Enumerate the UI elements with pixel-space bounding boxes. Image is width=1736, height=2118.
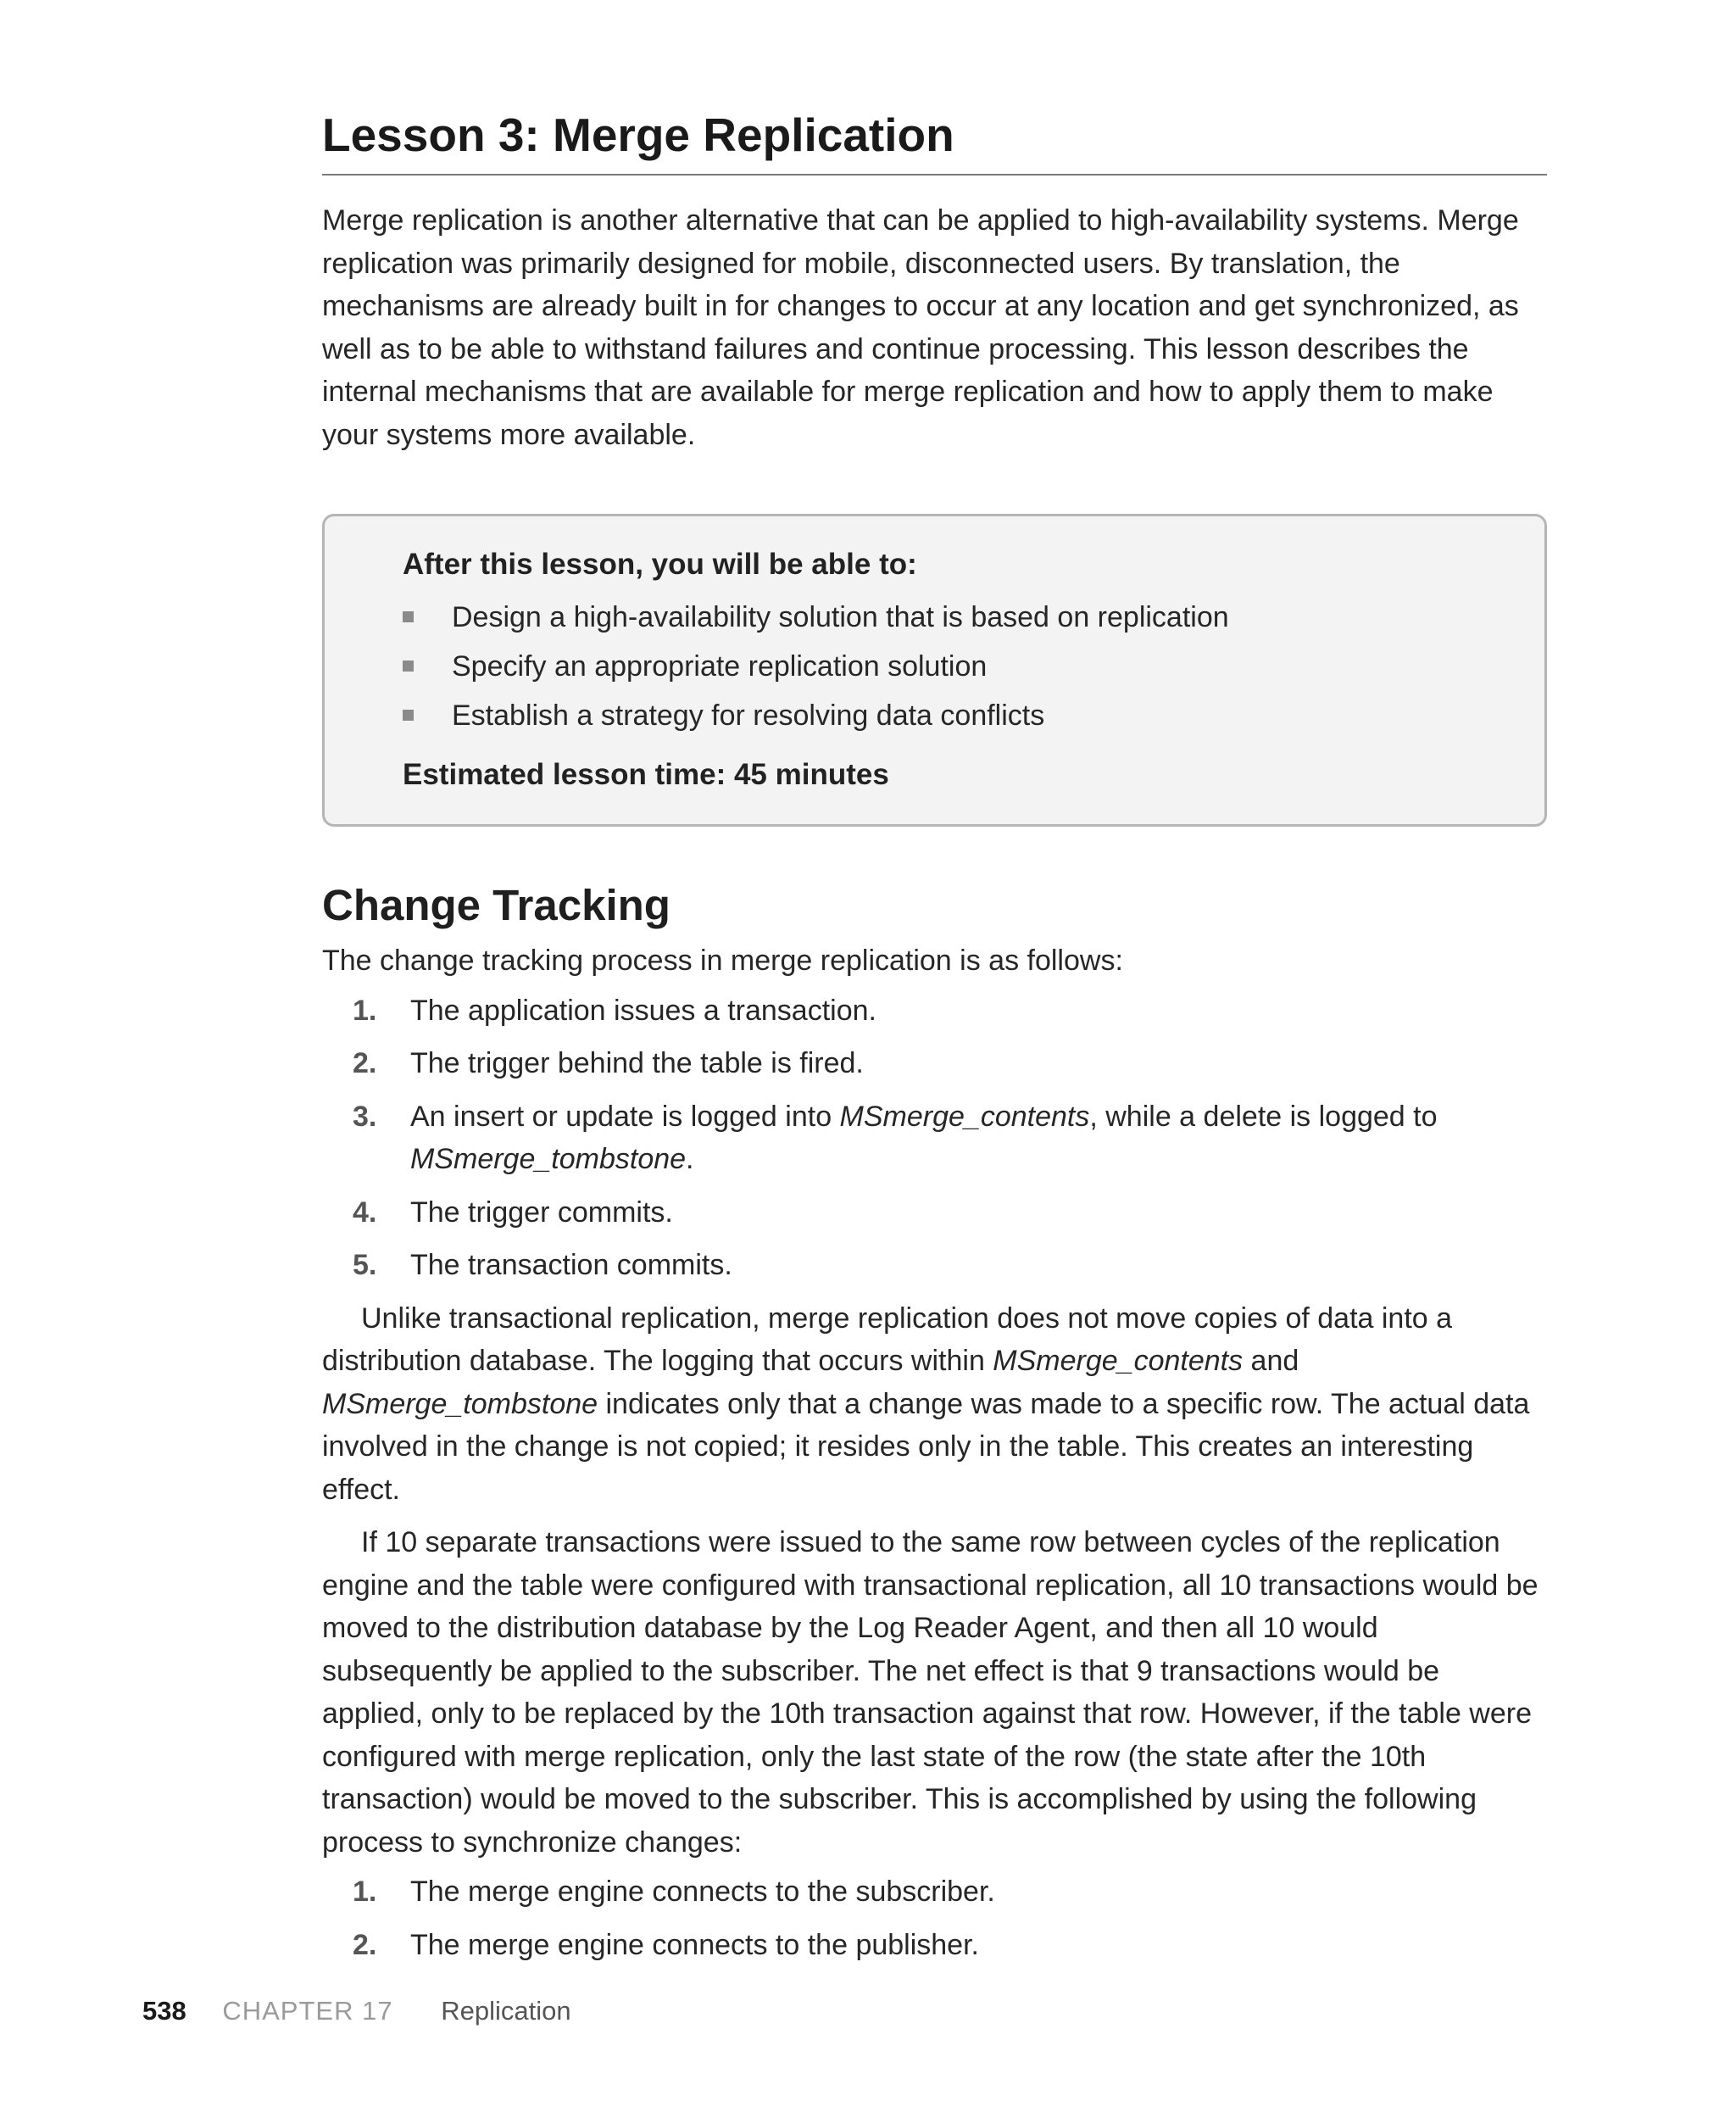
page-footer bbox=[142, 1998, 571, 2024]
objective-item bbox=[403, 642, 1511, 691]
step-text: The trigger commits. bbox=[410, 1196, 673, 1229]
step-number: 1. bbox=[353, 994, 377, 1027]
sync-steps bbox=[322, 1870, 1547, 1966]
lesson-title: Lesson 3: Merge Replication bbox=[322, 109, 1547, 176]
step-number: 4. bbox=[353, 1196, 377, 1229]
numbered-step bbox=[322, 1924, 1547, 1967]
step-number: 5. bbox=[353, 1249, 377, 1282]
page-content bbox=[322, 109, 1547, 1976]
objective-text: Design a high-availability solution that is based on replication bbox=[452, 600, 1229, 633]
lesson-intro-paragraph: Merge replication is another alternative that can be applied to high-availability systems. Merge replication was primarily designed for mobile, disconnected users. By translation, the mechanisms are already built in for changes to occur at any location and get synchronized, as well as to be able to withstand failures and continue processing. This lesson describes the internal mechanisms that are available for merge replication and how to apply them to make your systems more available. bbox=[322, 204, 1519, 451]
objectives-box bbox=[322, 514, 1547, 827]
step-number: 2. bbox=[353, 1047, 377, 1080]
square-bullet-icon bbox=[403, 611, 414, 622]
table-name-contents: MSmerge_contents bbox=[993, 1345, 1244, 1378]
step-text: The application issues a transaction. bbox=[410, 994, 876, 1027]
numbered-step bbox=[322, 1095, 1547, 1181]
step-text: The merge engine connects to the publisher. bbox=[410, 1928, 979, 1961]
change-tracking-intro: The change tracking process in merge replication is as follows: bbox=[322, 945, 1123, 978]
table-name-tombstone: MSmerge_tombstone bbox=[322, 1387, 598, 1420]
objective-item bbox=[403, 593, 1511, 642]
body-paragraph-unlike bbox=[322, 1297, 1547, 1512]
page-number: 538 bbox=[142, 1996, 186, 2026]
objective-text: Specify an appropriate replication solution bbox=[452, 649, 988, 683]
change-tracking-steps bbox=[322, 989, 1547, 1287]
estimated-time: Estimated lesson time: 45 minutes bbox=[403, 757, 889, 791]
step-text: The trigger behind the table is fired. bbox=[410, 1047, 864, 1080]
chapter-title: Replication bbox=[441, 1996, 571, 2026]
square-bullet-icon bbox=[403, 710, 414, 721]
step-text: The transaction commits. bbox=[410, 1249, 732, 1282]
numbered-step bbox=[322, 1244, 1547, 1287]
section-heading-change-tracking: Change Tracking bbox=[322, 881, 670, 930]
numbered-step bbox=[322, 1191, 1547, 1235]
body-paragraph-ten-transactions: If 10 separate transactions were issued to the same row between cycles of the replication engine and the table were configured with transactional replication, all 10 transactions would be moved to the distribution database by the Log Reader Agent, and then all 10 would subsequently be applied to the subscriber. The net effect is that 9 transactions would be applied, only to be replaced by the 10th transaction against that row. However, if the table were configured with merge replication, only the last state of the row (the state after the 10th transaction) would be moved to the subscriber. This is accomplished by using the following process to synchronize changes: bbox=[322, 1526, 1538, 1859]
objectives-heading: After this lesson, you will be able to: bbox=[403, 548, 917, 582]
paragraph-text-part: and bbox=[1243, 1345, 1299, 1378]
objective-item bbox=[403, 691, 1511, 740]
step-text bbox=[410, 1095, 1547, 1181]
step-text-part: , while a delete is logged to bbox=[1089, 1100, 1438, 1133]
table-name-tombstone: MSmerge_tombstone bbox=[410, 1143, 687, 1176]
step-number: 3. bbox=[353, 1100, 377, 1133]
step-number: 2. bbox=[353, 1928, 377, 1961]
objectives-list bbox=[403, 593, 1511, 740]
objective-text: Establish a strategy for resolving data conflicts bbox=[452, 699, 1045, 732]
step-number: 1. bbox=[353, 1876, 377, 1909]
numbered-step bbox=[322, 1870, 1547, 1914]
numbered-step bbox=[322, 989, 1547, 1033]
chapter-label: CHAPTER 17 bbox=[222, 1996, 393, 2026]
paragraph-text-part: indicates only that a change was made to a specific row. The actual data involved in the change is not copied; it resides only in the table. This creates an interesting effect. bbox=[322, 1387, 1530, 1506]
step-text: The merge engine connects to the subscriber. bbox=[410, 1876, 995, 1909]
step-text-part: . bbox=[686, 1143, 694, 1176]
paragraph-text-part: Unlike transactional replication, merge replication does not move copies of data into a distribution database. The logging that occurs within bbox=[322, 1301, 1453, 1378]
table-name-contents: MSmerge_contents bbox=[839, 1100, 1090, 1133]
step-text-part: An insert or update is logged into bbox=[410, 1100, 840, 1133]
numbered-step bbox=[322, 1042, 1547, 1085]
square-bullet-icon bbox=[403, 660, 414, 672]
